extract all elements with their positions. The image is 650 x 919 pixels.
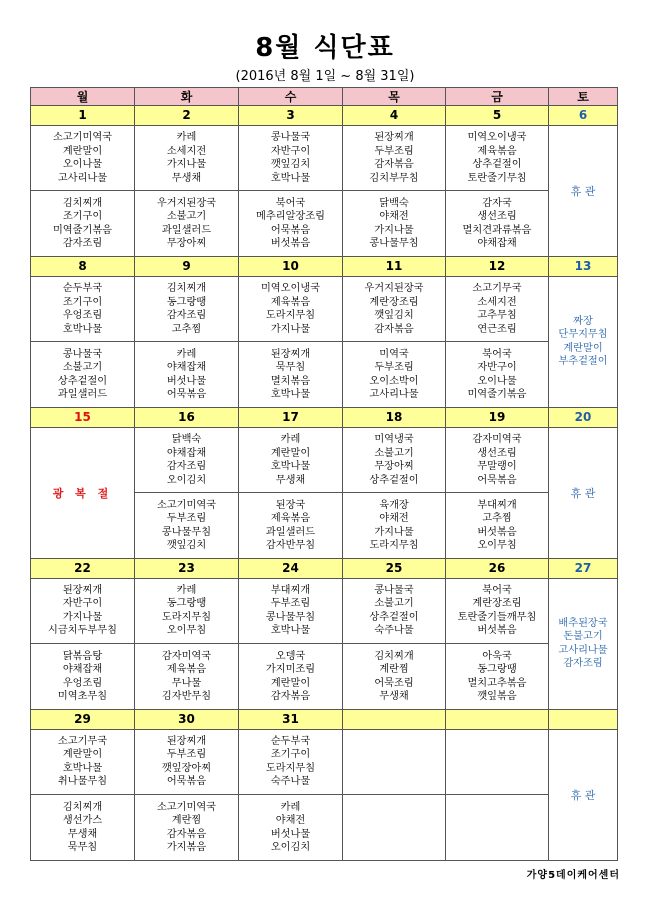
- menu-item: 가지미조림: [265, 664, 316, 676]
- menu-item: 된장찌개: [374, 132, 414, 144]
- menu-item: 닭백숙: [379, 197, 409, 209]
- date-cell: 17: [239, 407, 343, 427]
- saturday-menu-cell: [549, 276, 618, 407]
- menu-item: 무생채: [379, 691, 409, 703]
- menu-item: 계란장조림: [472, 598, 522, 610]
- menu-item: 소불고기: [62, 362, 103, 374]
- dinner-row: [31, 644, 618, 710]
- menu-item: 계란말이: [270, 677, 311, 689]
- menu-item: 감자볶음: [374, 323, 414, 335]
- date-cell: [446, 709, 549, 729]
- date-cell: 27: [549, 558, 618, 578]
- lunch-menu-cell: [31, 729, 135, 795]
- menu-item: 과일샐러드: [161, 224, 212, 236]
- menu-item: 동그랑땡: [166, 296, 207, 308]
- lunch-row: [31, 427, 618, 493]
- menu-item: 우엉조림: [62, 677, 103, 689]
- menu-item: 배추된장국: [558, 617, 608, 629]
- menu-item: 두부조림: [166, 749, 207, 761]
- menu-item: 고사리나물: [558, 644, 608, 656]
- menu-item: 닭백숙: [171, 434, 202, 446]
- menu-item: 고추무침: [477, 310, 517, 322]
- menu-item: 생선가스: [62, 815, 103, 827]
- dinner-menu-cell: [446, 795, 549, 861]
- menu-item: 카레: [176, 584, 197, 596]
- menu-item: 두부조림: [166, 513, 207, 525]
- menu-item: 가지나물: [62, 611, 103, 623]
- menu-item: 소고기무국: [57, 735, 108, 747]
- dinner-menu-cell: [239, 191, 343, 257]
- dinner-menu-cell: [31, 191, 135, 257]
- menu-item: 김자반무침: [161, 691, 212, 703]
- menu-item: 생선조림: [477, 447, 517, 459]
- date-cell: 1: [31, 106, 135, 126]
- lunch-menu-cell: [31, 578, 135, 644]
- menu-item: 북어국: [275, 197, 306, 209]
- menu-item: 소고기미역국: [52, 132, 113, 144]
- date-cell: 29: [31, 709, 135, 729]
- date-cell: 25: [343, 558, 446, 578]
- date-cell: 2: [135, 106, 239, 126]
- date-cell: 3: [239, 106, 343, 126]
- menu-item: 카레: [176, 132, 197, 144]
- menu-item: 깻잎김치: [374, 310, 414, 322]
- menu-item: 감자반무침: [265, 540, 316, 552]
- menu-item: 도라지무침: [265, 310, 316, 322]
- lunch-menu-cell: [239, 276, 343, 342]
- menu-item: 호박나물: [62, 323, 103, 335]
- menu-item: 가지볶음: [166, 842, 207, 854]
- date-cell: [343, 709, 446, 729]
- menu-item: 감자볶음: [270, 691, 311, 703]
- menu-item: 미역줄기볶음: [52, 224, 113, 236]
- menu-item: 상추겉절이: [57, 375, 108, 387]
- lunch-menu-cell: [135, 125, 239, 191]
- menu-item: 감자조림: [563, 658, 603, 670]
- closed-notice: [549, 729, 618, 860]
- closed-label: 휴 관: [570, 486, 596, 500]
- menu-item: 카레: [280, 801, 301, 813]
- dinner-menu-cell: [31, 795, 135, 861]
- date-cell: 6: [549, 106, 618, 126]
- menu-item: 부추겉절이: [558, 356, 608, 368]
- lunch-menu-cell: [135, 578, 239, 644]
- menu-item: 버섯볶음: [477, 625, 517, 637]
- dinner-menu-cell: [31, 644, 135, 710]
- menu-item: 도라지무침: [265, 762, 316, 774]
- menu-item: 오이김치: [166, 474, 207, 486]
- menu-item: 자반구이: [477, 362, 517, 374]
- menu-item: 미역오이냉국: [260, 283, 321, 295]
- weekday-header-row: [31, 88, 618, 106]
- menu-item: 야채전: [275, 815, 306, 827]
- lunch-row: [31, 276, 618, 342]
- date-row: [31, 407, 618, 427]
- weekday-header: 월: [31, 88, 135, 106]
- dinner-menu-cell: [135, 795, 239, 861]
- dinner-menu-cell: [135, 493, 239, 559]
- menu-item: 도라지무침: [369, 540, 419, 552]
- menu-item: 계란말이: [563, 342, 603, 354]
- menu-item: 묵무침: [275, 362, 306, 374]
- lunch-menu-cell: [31, 125, 135, 191]
- date-cell: 15: [31, 407, 135, 427]
- date-range: (2016년 8월 1일 ~ 8월 31일): [235, 69, 415, 84]
- menu-item: 아욱국: [482, 650, 512, 662]
- menu-item: 카레: [280, 434, 301, 446]
- menu-item: 야채전: [379, 513, 409, 525]
- menu-item: 감자국: [482, 197, 512, 209]
- weekday-header: 목: [343, 88, 446, 106]
- date-cell: 13: [549, 256, 618, 276]
- menu-item: 카레: [176, 348, 197, 360]
- menu-item: 멸치견과류볶음: [462, 224, 532, 236]
- menu-item: 무생채: [67, 828, 98, 840]
- menu-item: 가지나물: [374, 526, 414, 538]
- date-cell: 30: [135, 709, 239, 729]
- lunch-menu-cell: [343, 729, 446, 795]
- date-cell: 24: [239, 558, 343, 578]
- menu-item: 오뎅국: [275, 650, 306, 662]
- menu-item: 부대찌개: [270, 584, 311, 596]
- menu-item: 제육볶음: [270, 513, 311, 525]
- dinner-menu-cell: [239, 795, 343, 861]
- menu-item: 도라지무침: [161, 611, 212, 623]
- menu-item: 계란말이: [62, 749, 103, 761]
- menu-item: 된장찌개: [166, 735, 207, 747]
- menu-item: 소고기미역국: [156, 499, 217, 511]
- lunch-menu-cell: [446, 125, 549, 191]
- saturday-menu-cell: [549, 578, 618, 709]
- date-cell: 12: [446, 256, 549, 276]
- menu-item: 미역냉국: [374, 434, 414, 446]
- menu-item: 메추리알장조림: [256, 211, 325, 223]
- date-cell: 31: [239, 709, 343, 729]
- menu-item: 된장찌개: [62, 584, 103, 596]
- menu-item: 시금치두부무침: [48, 625, 117, 637]
- weekday-header: 토: [549, 88, 618, 106]
- menu-item: 야채잡채: [166, 362, 207, 374]
- page-title: 8월 식단표: [255, 33, 395, 63]
- closed-notice: [549, 427, 618, 558]
- menu-item: 호박나물: [62, 762, 103, 774]
- date-row: [31, 256, 618, 276]
- menu-item: 생선조림: [477, 211, 517, 223]
- lunch-row: [31, 729, 618, 795]
- lunch-row: [31, 578, 618, 644]
- lunch-menu-cell: [343, 276, 446, 342]
- menu-item: 제육볶음: [477, 145, 517, 157]
- menu-item: 계란찜: [379, 664, 409, 676]
- closed-label: 휴 관: [570, 184, 596, 198]
- menu-item: 김치찌개: [62, 197, 103, 209]
- dinner-menu-cell: [239, 342, 343, 408]
- menu-item: 소불고기: [374, 447, 414, 459]
- menu-item: 야채잡채: [477, 238, 517, 250]
- menu-item: 두부조림: [270, 598, 311, 610]
- weekday-header: 수: [239, 88, 343, 106]
- menu-item: 계란찜: [171, 815, 202, 827]
- menu-item: 계란장조림: [369, 296, 419, 308]
- date-cell: 4: [343, 106, 446, 126]
- lunch-menu-cell: [239, 427, 343, 493]
- date-row: [31, 106, 618, 126]
- date-cell: 16: [135, 407, 239, 427]
- weekday-header: 금: [446, 88, 549, 106]
- menu-item: 가지나물: [270, 323, 311, 335]
- menu-item: 오이김치: [270, 842, 311, 854]
- menu-item: 동그랑땡: [477, 664, 517, 676]
- lunch-menu-cell: [446, 427, 549, 493]
- menu-item: 된장찌개: [270, 348, 311, 360]
- menu-item: 어묵조림: [374, 677, 414, 689]
- menu-item: 무말랭이: [477, 461, 517, 473]
- menu-item: 두부조림: [374, 362, 414, 374]
- date-row: [31, 709, 618, 729]
- menu-item: 감자조림: [166, 310, 207, 322]
- menu-item: 닭볶음탕: [62, 650, 103, 662]
- lunch-menu-cell: [31, 276, 135, 342]
- menu-item: 숙주나물: [374, 625, 414, 637]
- menu-item: 콩나물무침: [369, 238, 419, 250]
- date-cell: 10: [239, 256, 343, 276]
- menu-item: 무나물: [171, 677, 202, 689]
- menu-item: 과일샐러드: [265, 526, 316, 538]
- menu-item: 소세지전: [477, 296, 517, 308]
- dinner-menu-cell: [446, 493, 549, 559]
- date-cell: 22: [31, 558, 135, 578]
- menu-item: 소불고기: [166, 211, 207, 223]
- menu-item: 호박나물: [270, 172, 311, 184]
- menu-item: 두부조림: [374, 145, 414, 157]
- menu-item: 제육볶음: [166, 664, 207, 676]
- dinner-menu-cell: [135, 644, 239, 710]
- menu-item: 자반구이: [270, 145, 311, 157]
- menu-item: 무장아찌: [166, 238, 207, 250]
- menu-item: 감자조림: [166, 461, 207, 473]
- menu-item: 어묵볶음: [166, 389, 207, 401]
- menu-item: 우엉조림: [62, 310, 103, 322]
- menu-item: 오이무침: [166, 625, 207, 637]
- date-cell: 19: [446, 407, 549, 427]
- menu-item: 조기구이: [270, 749, 311, 761]
- menu-item: 어묵볶음: [477, 474, 517, 486]
- menu-item: 콩나물무침: [265, 611, 316, 623]
- date-cell: 9: [135, 256, 239, 276]
- menu-item: 고추찜: [482, 513, 512, 525]
- menu-item: 연근조림: [477, 323, 517, 335]
- menu-item: 오이무침: [477, 540, 517, 552]
- dinner-menu-cell: [446, 342, 549, 408]
- menu-item: 고사리나물: [369, 389, 419, 401]
- menu-item: 콩나물무침: [161, 526, 212, 538]
- menu-item: 계란말이: [270, 447, 311, 459]
- date-cell: 20: [549, 407, 618, 427]
- menu-item: 미역초무침: [57, 691, 108, 703]
- menu-item: 조기구이: [62, 296, 103, 308]
- menu-item: 깻잎김치: [270, 159, 311, 171]
- menu-item: 김치부무침: [369, 172, 419, 184]
- dinner-menu-cell: [343, 644, 446, 710]
- menu-item: 어묵볶음: [166, 776, 207, 788]
- menu-item: 계란말이: [62, 145, 103, 157]
- menu-item: 감자미역국: [472, 434, 522, 446]
- menu-item: 오이나물: [62, 159, 103, 171]
- menu-item: 야채잡채: [166, 447, 207, 459]
- menu-item: 버섯나물: [270, 828, 311, 840]
- date-row: [31, 558, 618, 578]
- lunch-menu-cell: [446, 276, 549, 342]
- menu-item: 깻잎김치: [166, 540, 207, 552]
- dinner-menu-cell: [343, 795, 446, 861]
- menu-item: 김치찌개: [166, 283, 207, 295]
- menu-item: 무생채: [275, 474, 306, 486]
- dinner-row: [31, 191, 618, 257]
- menu-item: 순두부국: [62, 283, 103, 295]
- menu-item: 된장국: [275, 499, 306, 511]
- menu-item: 깻잎볶음: [477, 691, 517, 703]
- menu-item: 감자미역국: [161, 650, 212, 662]
- menu-item: 미역줄기볶음: [467, 389, 527, 401]
- dinner-menu-cell: [135, 191, 239, 257]
- menu-item: 어묵볶음: [270, 224, 311, 236]
- menu-item: 상추겉절이: [369, 474, 419, 486]
- menu-item: 자반구이: [62, 598, 103, 610]
- menu-item: 감자볶음: [374, 159, 414, 171]
- menu-item: 감자볶음: [166, 828, 207, 840]
- menu-item: 콩나물국: [62, 348, 103, 360]
- menu-item: 육개장: [379, 499, 409, 511]
- menu-item: 무생채: [171, 172, 202, 184]
- menu-item: 토란줄기들깨무침: [457, 611, 537, 623]
- menu-item: 소고기미역국: [156, 801, 217, 813]
- menu-item: 토란줄기무침: [467, 172, 527, 184]
- date-cell: 18: [343, 407, 446, 427]
- dinner-menu-cell: [446, 191, 549, 257]
- menu-item: 묵무침: [67, 842, 98, 854]
- lunch-menu-cell: [343, 578, 446, 644]
- menu-item: 상추겉절이: [472, 159, 522, 171]
- menu-item: 제육볶음: [270, 296, 311, 308]
- menu-item: 가지나물: [374, 224, 414, 236]
- menu-item: 오이소박이: [369, 375, 419, 387]
- dinner-menu-cell: [343, 191, 446, 257]
- menu-item: 야채전: [379, 211, 409, 223]
- lunch-menu-cell: [135, 276, 239, 342]
- lunch-menu-cell: [239, 578, 343, 644]
- dinner-menu-cell: [135, 342, 239, 408]
- closed-label: 휴 관: [570, 788, 596, 802]
- menu-item: 콩나물국: [374, 584, 414, 596]
- meal-calendar: [30, 87, 618, 861]
- menu-item: 단무지무침: [558, 329, 608, 341]
- menu-item: 부대찌개: [477, 499, 517, 511]
- menu-item: 소세지전: [166, 145, 207, 157]
- dinner-row: [31, 342, 618, 408]
- menu-item: 과일샐러드: [57, 389, 108, 401]
- menu-item: 버섯볶음: [477, 526, 517, 538]
- lunch-menu-cell: [135, 729, 239, 795]
- menu-item: 미역국: [379, 348, 409, 360]
- menu-item: 북어국: [482, 584, 512, 596]
- menu-item: 고추찜: [171, 323, 202, 335]
- menu-item: 무장아찌: [374, 461, 414, 473]
- closed-notice: [549, 125, 618, 256]
- lunch-row: [31, 125, 618, 191]
- date-cell: 11: [343, 256, 446, 276]
- lunch-menu-cell: [343, 427, 446, 493]
- menu-item: 버섯볶음: [270, 238, 311, 250]
- menu-item: 조기구이: [62, 211, 103, 223]
- dinner-menu-cell: [239, 493, 343, 559]
- dinner-menu-cell: [31, 342, 135, 408]
- menu-item: 깻잎장아찌: [161, 762, 212, 774]
- menu-item: 짜장: [573, 315, 593, 327]
- menu-item: 가지나물: [166, 159, 207, 171]
- date-cell: 5: [446, 106, 549, 126]
- menu-item: 콩나물국: [270, 132, 311, 144]
- center-name: 가양5데이케어센터: [526, 870, 620, 881]
- lunch-menu-cell: [239, 729, 343, 795]
- calendar-body: [31, 106, 618, 861]
- menu-item: 멸치고추볶음: [467, 677, 527, 689]
- date-cell: 23: [135, 558, 239, 578]
- menu-item: 우거지된장국: [156, 197, 217, 209]
- menu-item: 순두부국: [270, 735, 311, 747]
- menu-item: 상추겉절이: [369, 611, 419, 623]
- dinner-menu-cell: [239, 644, 343, 710]
- menu-item: 돈불고기: [563, 631, 603, 643]
- lunch-menu-cell: [239, 125, 343, 191]
- menu-item: 호박나물: [270, 461, 311, 473]
- menu-item: 북어국: [482, 348, 512, 360]
- menu-item: 김치찌개: [62, 801, 103, 813]
- dinner-row: [31, 795, 618, 861]
- menu-item: 우거지된장국: [364, 283, 424, 295]
- menu-item: 호박나물: [270, 389, 311, 401]
- dinner-menu-cell: [343, 342, 446, 408]
- lunch-menu-cell: [343, 125, 446, 191]
- menu-item: 소고기무국: [472, 283, 522, 295]
- menu-item: 고사리나물: [57, 172, 108, 184]
- menu-item: 호박나물: [270, 625, 311, 637]
- dinner-menu-cell: [446, 644, 549, 710]
- menu-item: 오이나물: [477, 375, 517, 387]
- date-cell: [549, 709, 618, 729]
- date-cell: 26: [446, 558, 549, 578]
- menu-item: 미역오이냉국: [467, 132, 527, 144]
- holiday-label: 광 복 절: [31, 427, 135, 558]
- menu-item: 야채잡채: [62, 664, 103, 676]
- menu-item: 동그랑땡: [166, 598, 207, 610]
- lunch-menu-cell: [446, 578, 549, 644]
- lunch-menu-cell: [135, 427, 239, 493]
- menu-item: 김치찌개: [374, 650, 414, 662]
- menu-item: 취나물무침: [57, 776, 108, 788]
- weekday-header: 화: [135, 88, 239, 106]
- menu-item: 숙주나물: [270, 776, 311, 788]
- menu-item: 버섯나물: [166, 375, 207, 387]
- menu-item: 멸치볶음: [270, 375, 311, 387]
- date-cell: 8: [31, 256, 135, 276]
- dinner-menu-cell: [343, 493, 446, 559]
- menu-item: 소불고기: [374, 598, 414, 610]
- menu-item: 감자조림: [62, 238, 103, 250]
- lunch-menu-cell: [446, 729, 549, 795]
